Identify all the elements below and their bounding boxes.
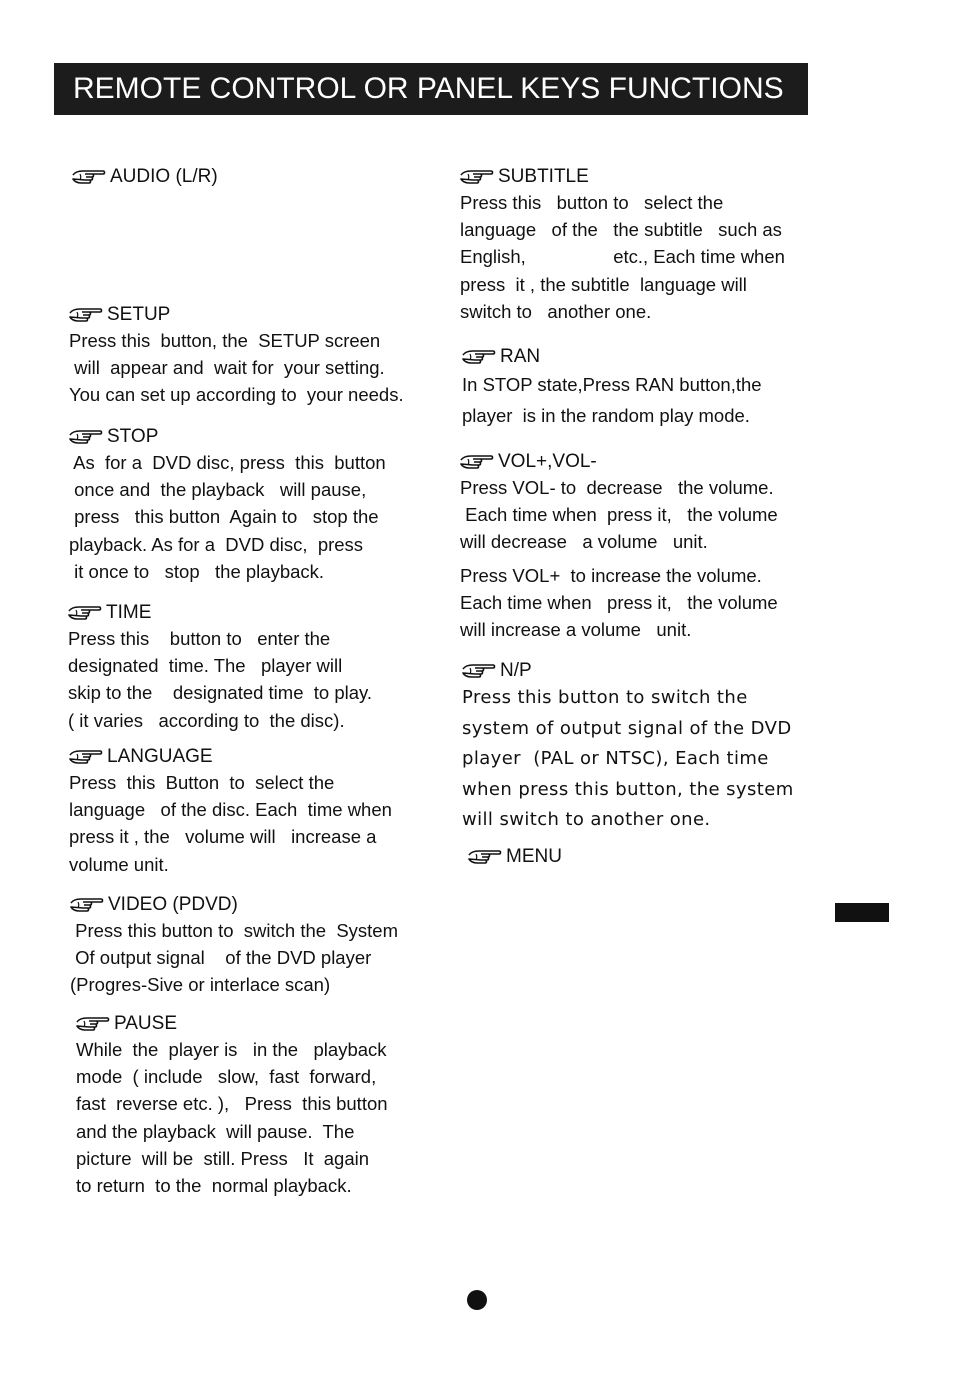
pointing-hand-icon xyxy=(72,168,106,186)
time-text-line: designated time. The player will xyxy=(68,655,343,677)
page-edge-tab xyxy=(835,903,889,922)
pause-text-line: mode ( include slow, fast forward, xyxy=(76,1066,377,1088)
heading-language: LANGUAGE xyxy=(107,746,213,767)
pointing-hand-icon xyxy=(68,604,102,622)
np-text-line: when press this button, the system xyxy=(462,778,794,800)
language-text-line: volume unit. xyxy=(69,853,169,875)
subtitle-text-line: switch to another one. xyxy=(460,300,652,322)
language-text-line: Press this Button to select the xyxy=(69,772,335,793)
pause-text-line: fast reverse etc. ), Press this button xyxy=(76,1093,388,1115)
vol-text-line: Each time when press it, the volume xyxy=(460,591,778,613)
language-text-line: press it , the volume will increase a xyxy=(69,826,377,848)
pointing-hand-icon xyxy=(462,662,496,680)
section-stop xyxy=(69,425,386,585)
video-text-line: Press this button to switch the System xyxy=(70,920,398,941)
pointing-hand-icon xyxy=(460,168,494,186)
subtitle-text-line: Press this button to select the xyxy=(460,192,724,213)
stop-text-line: press this button Again to stop the xyxy=(69,506,379,528)
np-text-line: system of output signal of the DVD xyxy=(462,717,792,739)
heading-ran: RAN xyxy=(500,346,541,367)
section-video xyxy=(70,893,398,999)
section-pause xyxy=(76,1012,388,1199)
vol-text-line: Each time when press it, the volume xyxy=(460,504,778,526)
heading-vol: VOL+,VOL- xyxy=(498,451,597,472)
pointing-hand-icon xyxy=(69,748,103,766)
pointing-hand-icon xyxy=(69,428,103,446)
section-subtitle xyxy=(460,165,785,325)
heading-setup: SETUP xyxy=(107,304,171,325)
section-setup xyxy=(69,303,404,409)
heading-pause: PAUSE xyxy=(114,1013,178,1034)
time-text-line: ( it varies according to the disc). xyxy=(68,709,345,731)
heading-stop: STOP xyxy=(107,426,159,447)
language-text-line: language of the disc. Each time when xyxy=(69,799,392,821)
vol-text-line: Press VOL- to decrease the volume. xyxy=(460,477,774,498)
section-np xyxy=(462,659,794,836)
page-number-marker xyxy=(467,1290,487,1310)
np-text-line: player (PAL or NTSC), Each time xyxy=(462,748,769,769)
section-language xyxy=(69,745,392,878)
pointing-hand-icon xyxy=(70,896,104,914)
heading-np: N/P xyxy=(500,660,532,681)
time-text-line: Press this button to enter the xyxy=(68,628,331,649)
pause-text-line: picture will be still. Press It again xyxy=(76,1147,370,1169)
video-text-line: (Progres-Sive or interlace scan) xyxy=(70,974,331,996)
heading-menu: MENU xyxy=(506,846,562,867)
vol-text-line: will decrease a volume unit. xyxy=(460,531,708,553)
video-text-line: Of output signal of the DVD player xyxy=(70,947,372,969)
pointing-hand-icon xyxy=(76,1015,110,1033)
np-text-line: Press this button to switch the xyxy=(462,687,748,708)
heading-subtitle: SUBTITLE xyxy=(498,166,589,187)
subtitle-text-line: English, etc., Each time when xyxy=(460,246,785,268)
pointing-hand-icon xyxy=(460,453,494,471)
stop-text-line: playback. As for a DVD disc, press xyxy=(69,533,364,555)
setup-text-line: You can set up according to your needs. xyxy=(69,384,404,406)
heading-audio: AUDIO (L/R) xyxy=(110,166,218,187)
np-text-line: will switch to another one. xyxy=(462,809,711,830)
pointing-hand-icon xyxy=(462,348,496,366)
section-ran xyxy=(462,345,762,431)
ran-text-line: In STOP state,Press RAN button,the xyxy=(462,374,762,395)
stop-text-line: it once to stop the playback. xyxy=(69,560,325,582)
section-menu xyxy=(468,845,562,869)
setup-text-line: Press this button, the SETUP screen xyxy=(69,330,381,351)
section-vol xyxy=(460,450,778,643)
stop-text-line: once and the playback will pause, xyxy=(69,479,367,501)
stop-text-line: As for a DVD disc, press this button xyxy=(69,452,386,473)
section-audio xyxy=(72,165,218,189)
vol-text-line: will increase a volume unit. xyxy=(460,619,692,641)
pointing-hand-icon xyxy=(69,306,103,324)
ran-text-line: player is in the random play mode. xyxy=(462,405,750,426)
setup-text-line: will appear and wait for your setting. xyxy=(69,357,385,379)
time-text-line: skip to the designated time to play. xyxy=(68,682,373,704)
page-title: REMOTE CONTROL OR PANEL KEYS FUNCTIONS xyxy=(54,63,808,115)
heading-time: TIME xyxy=(106,602,152,623)
pause-text-line: to return to the normal playback. xyxy=(76,1175,352,1197)
heading-video: VIDEO (PDVD) xyxy=(108,894,238,915)
pause-text-line: While the player is in the playback xyxy=(76,1039,387,1060)
subtitle-text-line: language of the the subtitle such as xyxy=(460,219,782,241)
vol-text-line: Press VOL+ to increase the volume. xyxy=(460,564,762,586)
section-time xyxy=(68,601,372,734)
pointing-hand-icon xyxy=(468,848,502,866)
subtitle-text-line: press it , the subtitle language will xyxy=(460,273,747,295)
pause-text-line: and the playback will pause. The xyxy=(76,1120,355,1142)
